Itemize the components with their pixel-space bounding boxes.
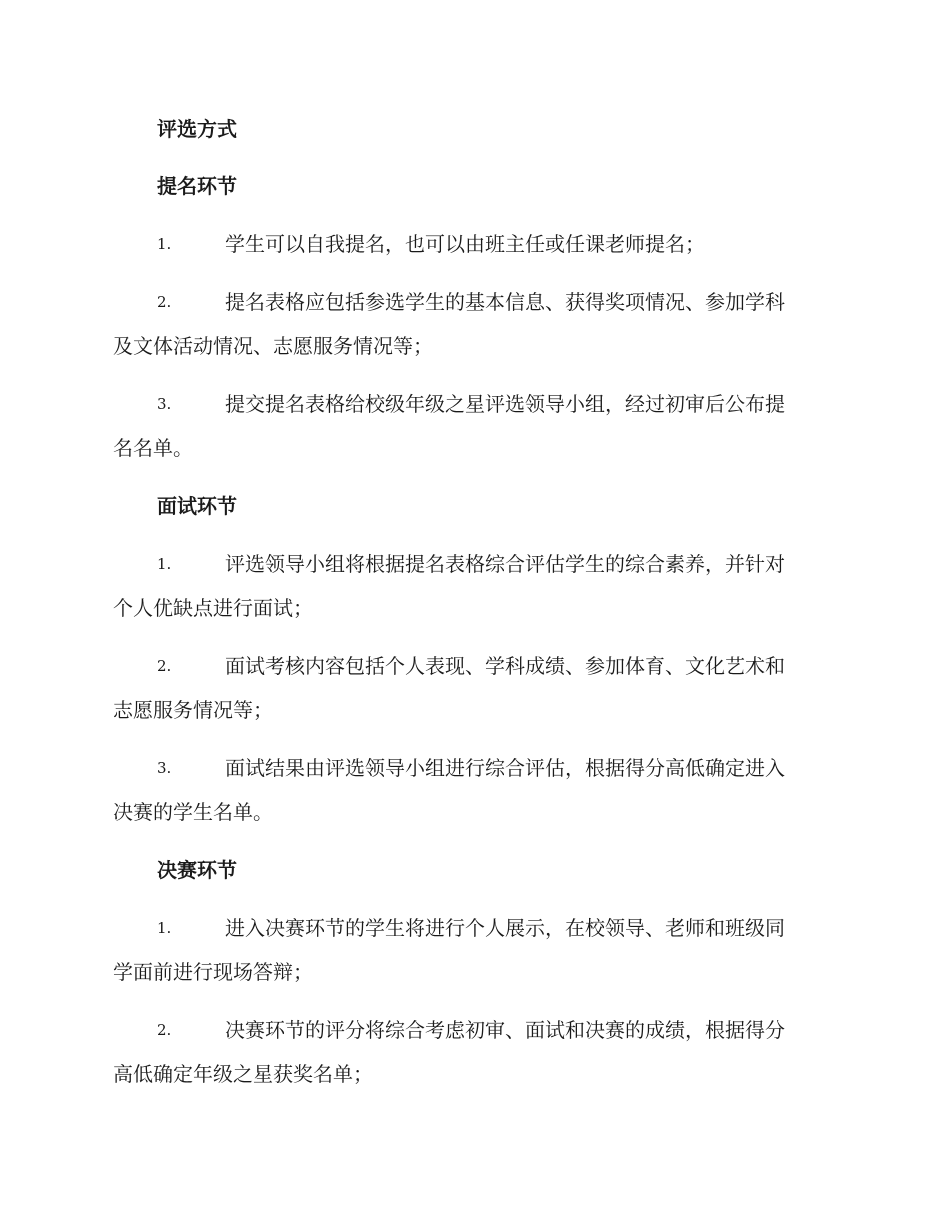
list-item-first-line (113, 1008, 835, 1052)
list-item-first-line (113, 280, 835, 324)
list-item-text: 提名表格应包括参选学生的基本信息、获得奖项情况、参加学科 (225, 290, 785, 314)
list-item-first-line (113, 542, 835, 586)
list-item-first-line (113, 222, 835, 266)
list-item-first-line (113, 746, 835, 790)
list-item-first-line (113, 906, 835, 950)
section-heading-nomination: 提名环节 (157, 174, 237, 198)
list-item-continuation: 及文体活动情况、志愿服务情况等； (113, 334, 433, 358)
list-item (113, 542, 835, 630)
list-item-continuation: 个人优缺点进行面试； (113, 596, 313, 620)
list-item-text: 提交提名表格给校级年级之星评选领导小组，经过初审后公布提 (225, 392, 785, 416)
list-item-continuation: 学面前进行现场答辩； (113, 960, 313, 984)
list-item-text: 面试结果由评选领导小组进行综合评估，根据得分高低确定进入 (225, 756, 785, 780)
list-item-first-line (113, 382, 835, 426)
list-item-number: 1. (157, 919, 172, 937)
list-item-text: 学生可以自我提名，也可以由班主任或任课老师提名； (225, 232, 705, 256)
list-item-continuation: 决赛的学生名单。 (113, 800, 273, 824)
list-item (113, 644, 835, 732)
list-item-continuation: 志愿服务情况等； (113, 698, 273, 722)
list-item-first-line (113, 644, 835, 688)
list-item (113, 382, 835, 470)
list-item (113, 906, 835, 994)
list-item-number: 3. (157, 395, 172, 413)
list-item (113, 746, 835, 834)
list-item (113, 1008, 835, 1096)
list-item-number: 2. (157, 293, 172, 311)
list-item-continuation: 名名单。 (113, 436, 193, 460)
list-item-number: 1. (157, 555, 172, 573)
list-item (113, 280, 835, 368)
section-heading-final: 决赛环节 (157, 858, 237, 882)
list-item-text: 面试考核内容包括个人表现、学科成绩、参加体育、文化艺术和 (225, 654, 785, 678)
list-item-number: 2. (157, 1021, 172, 1039)
list-item-number: 2. (157, 657, 172, 675)
list-item-number: 3. (157, 759, 172, 777)
list-item (113, 222, 835, 266)
section-heading-interview: 面试环节 (157, 494, 237, 518)
list-item-text: 决赛环节的评分将综合考虑初审、面试和决赛的成绩，根据得分 (225, 1018, 785, 1042)
list-item-number: 1. (157, 235, 172, 253)
list-item-text: 进入决赛环节的学生将进行个人展示，在校领导、老师和班级同 (225, 916, 785, 940)
list-item-text: 评选领导小组将根据提名表格综合评估学生的综合素养，并针对 (225, 552, 785, 576)
section-heading-selection-method: 评选方式 (157, 117, 237, 141)
list-item-continuation: 高低确定年级之星获奖名单； (113, 1062, 373, 1086)
